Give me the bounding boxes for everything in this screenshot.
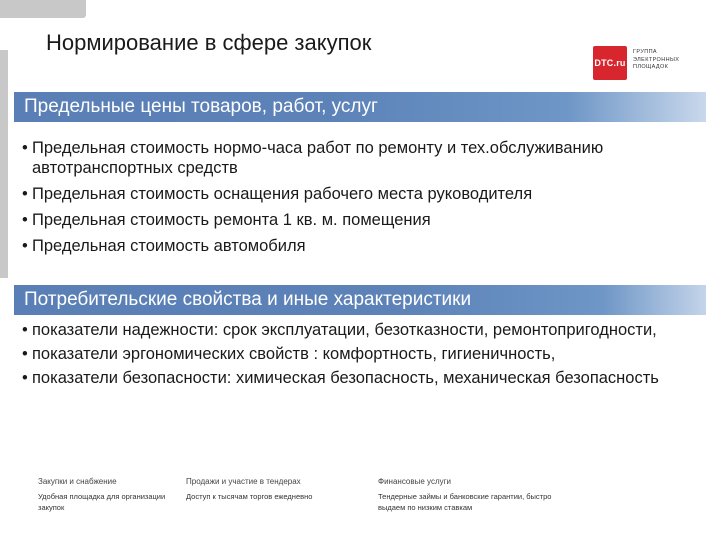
list-item: • Предельная стоимость оснащения рабочего места руководителя <box>22 184 702 204</box>
side-accent-bar <box>0 50 8 278</box>
list-item: • показатели эргономических свойств : комфортность, гигиеничность, <box>22 344 712 364</box>
footer-text: Доступ к тысячам торгов ежедневно <box>186 492 313 501</box>
section-heading-consumer-properties: Потребительские свойства и иные характеристики <box>14 285 706 315</box>
consumer-properties-list <box>22 320 712 392</box>
footer-text: Тендерные займы и банковские гарантии, быстро выдаем по низким ставкам <box>378 492 552 512</box>
footer-heading: Продажи и участие в тендерах <box>186 477 301 486</box>
footer-block-procurement <box>38 476 168 513</box>
logo-caption: ГРУППА ЭЛЕКТРОННЫХ ПЛОЩАДОК <box>633 49 680 70</box>
footer-text: Удобная площадка для организации закупок <box>38 492 166 512</box>
top-tab-decoration <box>0 0 86 18</box>
list-item: • Предельная стоимость автомобиля <box>22 236 702 256</box>
limit-prices-list <box>22 138 702 262</box>
footer-block-sales <box>186 476 356 502</box>
list-item: • Предельная стоимость ремонта 1 кв. м. помещения <box>22 210 702 230</box>
footer-heading: Финансовые услуги <box>378 477 452 486</box>
section-heading-limit-prices: Предельные цены товаров, работ, услуг <box>14 92 706 122</box>
slide-title: Нормирование в сфере закупок <box>46 30 372 55</box>
list-item: • Предельная стоимость нормо-часа работ по ремонту и тех.обслуживанию автотранспортных средств <box>22 138 702 178</box>
footer-block-finance <box>378 476 568 513</box>
list-item: • показатели надежности: срок эксплуатации, безотказности, ремонтопригодности, <box>22 320 712 340</box>
footer-heading: Закупки и снабжение <box>38 477 117 486</box>
company-logo <box>593 46 693 80</box>
list-item: • показатели безопасности: химическая безопасность, механическая безопасность <box>22 368 712 388</box>
logo-mark: DTC.ru <box>593 46 627 80</box>
